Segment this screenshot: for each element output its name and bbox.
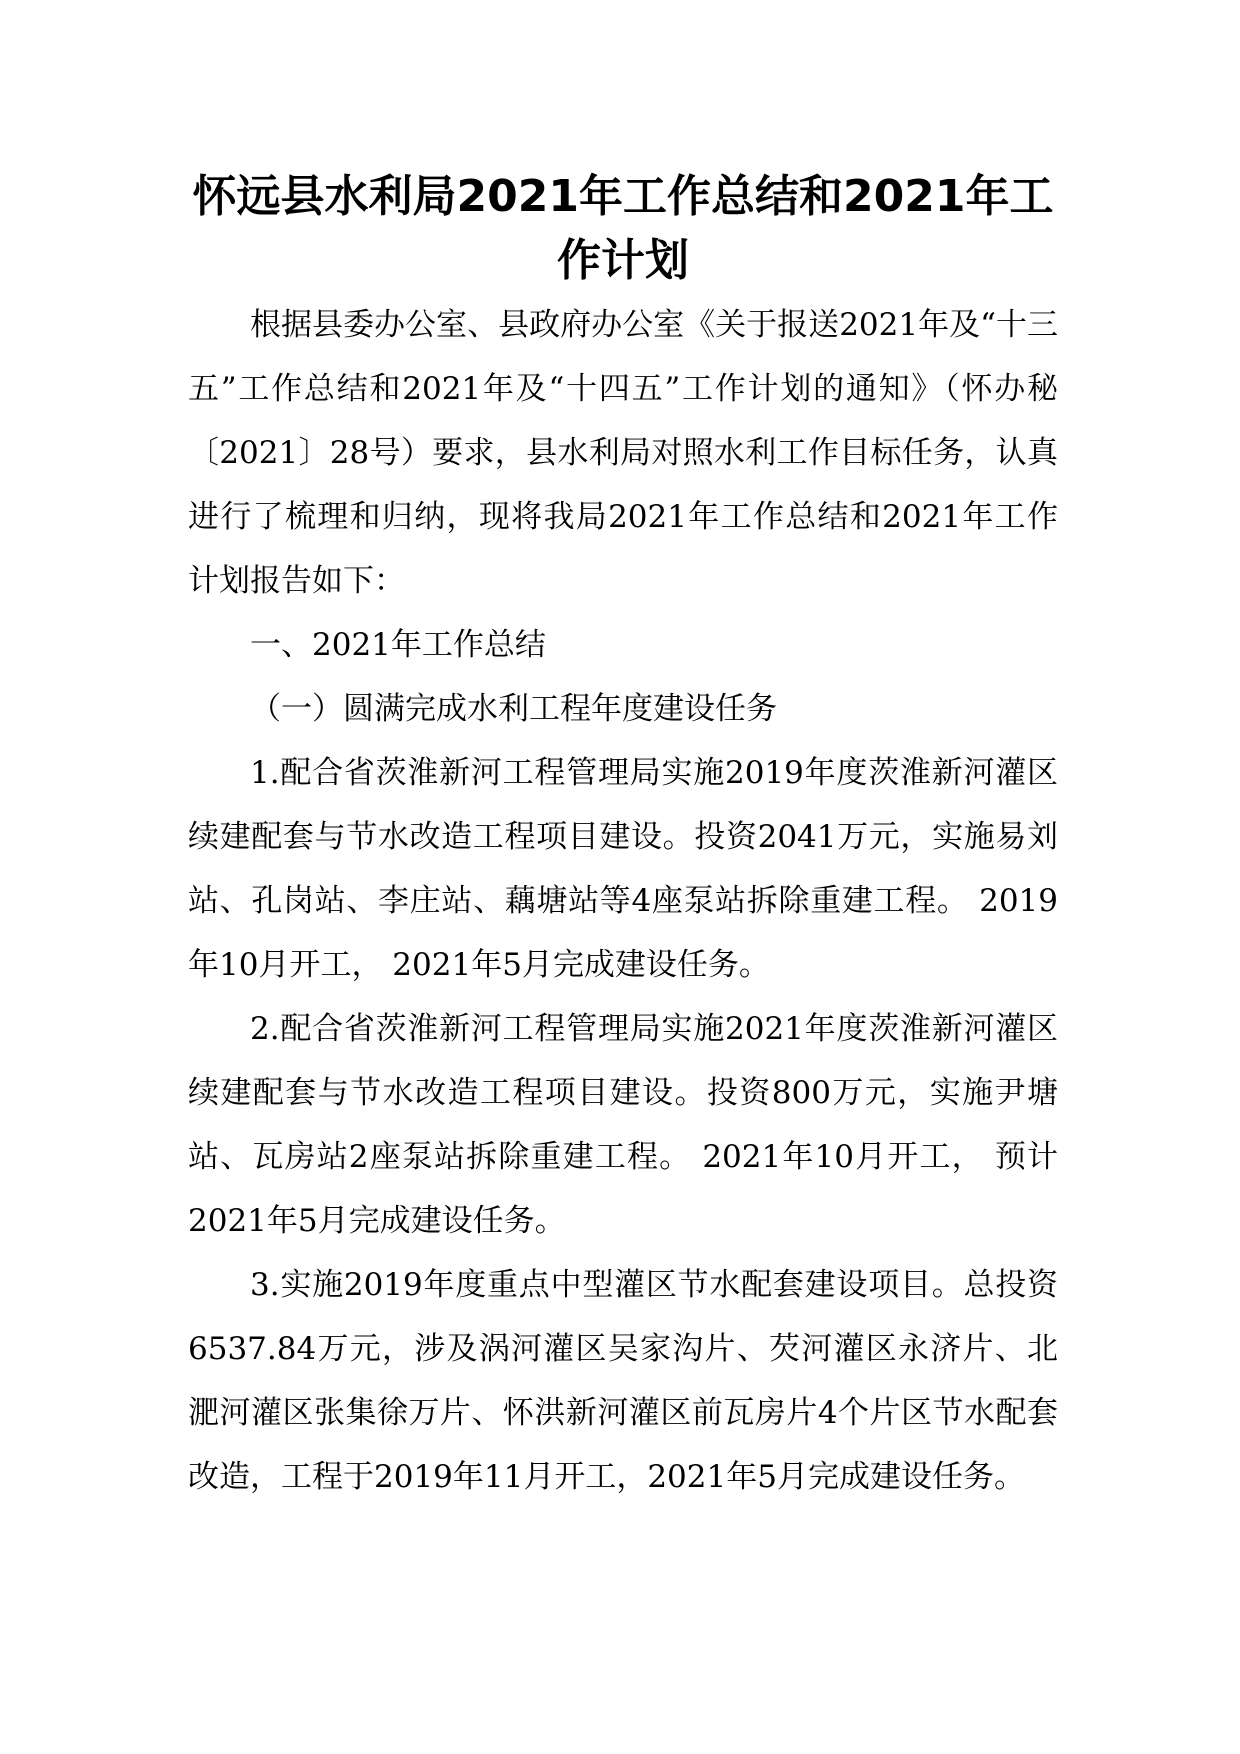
intro-paragraph: 根据县委办公室、县政府办公室《关于报送2021年及“十三五”工作总结和2021年及“十四五”工作计划的通知》（怀办秘〔2021〕28号）要求，县水利局对照水利工作目标任务，认真进行了梳理和归纳，现将我局2021年工作总结和2021年工作计划报告如下： xyxy=(188,307,1058,599)
item-paragraph-3: 3.实施2019年度重点中型灌区节水配套建设项目。总投资6537.84万元，涉及涡河灌区吴家沟片、芡河灌区永济片、北淝河灌区张集徐万片、怀洪新河灌区前瓦房片4个片区节水配套改造，工程于2019年11月开工，2021年5月完成建设任务。 xyxy=(188,1267,1058,1495)
subsection-heading-1: （一）圆满完成水利工程年度建设任务 xyxy=(250,691,777,727)
item-paragraph-2: 2.配合省茨淮新河工程管理局实施2021年度茨淮新河灌区续建配套与节水改造工程项目建设。投资800万元，实施尹塘站、瓦房站2座泵站拆除重建工程。 2021年10月开工， 预计2021年5月完成建设任务。 xyxy=(188,1011,1058,1239)
document-page xyxy=(188,165,1058,1509)
document-title-line-1: 怀远县水利局2021年工作总结和2021年工 xyxy=(192,171,1054,222)
document-title-line-2: 作计划 xyxy=(557,235,689,286)
section-heading-1: 一、2021年工作总结 xyxy=(250,627,546,663)
item-paragraph-1: 1.配合省茨淮新河工程管理局实施2019年度茨淮新河灌区续建配套与节水改造工程项目建设。投资2041万元，实施易刘站、孔岗站、李庄站、藕塘站等4座泵站拆除重建工程。 2019年10月开工， 2021年5月完成建设任务。 xyxy=(188,755,1058,983)
document-title xyxy=(188,165,1058,293)
